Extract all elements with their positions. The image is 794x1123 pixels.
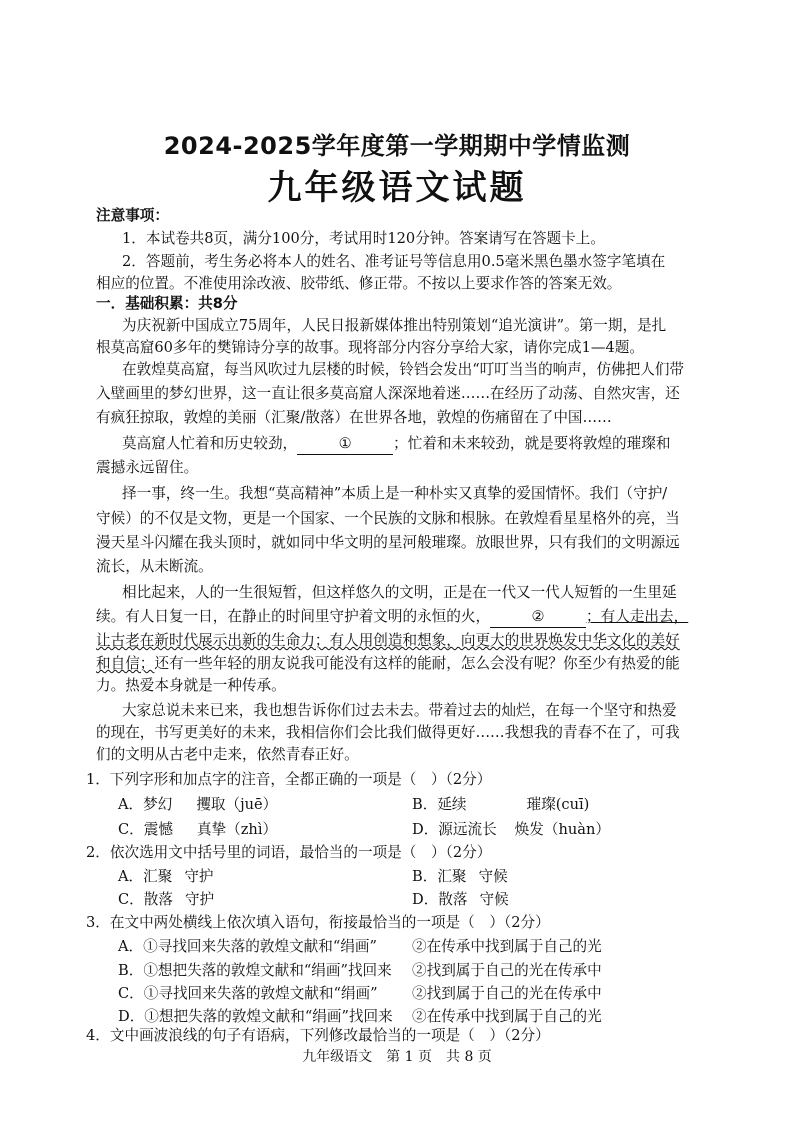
- q1-option-a: [118, 795, 277, 815]
- q3-option-b: [118, 961, 392, 981]
- option-text: 真挚（zhì）: [196, 821, 278, 838]
- q2-option-d: [412, 890, 509, 910]
- passage-line: 的现在，书写更美好的未来，我相信你们会比我们做得更好……我想我的青春不在了，可我: [96, 724, 680, 741]
- page-footer: 九年级语文 第 1 页 共 8 页: [302, 1049, 492, 1065]
- notice-item-2: 2．答题前，考生务必将本人的姓名、准考证号等信息用0.5毫米黑色墨水签字笔填在: [122, 253, 666, 270]
- passage-line: 有疯狂掠取，敦煌的美丽（汇聚/散落）在世界各地，敦煌的伤痛留在了中国……: [96, 409, 612, 426]
- option-label: A．汇聚: [118, 868, 173, 885]
- q1-option-b: [412, 795, 589, 815]
- q3-option-d: [118, 1007, 393, 1027]
- passage-line: 入壁画里的梦幻世界，这一直让很多莫高窟人深深地着迷……在经历了动荡、自然灾害，还: [96, 385, 680, 402]
- question-2-stem: 2．依次选用文中括号里的词语，最恰当的一项是（ ）（2分）: [86, 844, 492, 861]
- exam-title: 2024-2025学年度第一学期期中学情监测: [163, 132, 631, 160]
- wavy-underlined-sentence: 让古老在新时代展示出新的生命力；有人用创造和想象，向更大的世界焕发中华文化的美好: [96, 632, 680, 649]
- q2-option-a: [118, 867, 214, 887]
- question-1-stem: 1．下列字形和加点字的注音，全都正确的一项是（ ）（2分）: [86, 771, 492, 788]
- question-3-stem: 3．在文中两处横线上依次填入语句，衔接最恰当的一项是（ ）（2分）: [86, 914, 550, 931]
- wavy-underlined-sentence: 和自信；: [96, 655, 155, 672]
- option-text: D．①想把失落的敦煌文献和“绢画”找回来: [118, 1008, 393, 1025]
- intro-line: 根莫高窟60多年的樊锦诗分享的故事。现将部分内容分享给大家，请你完成1—4题。: [96, 339, 644, 356]
- q3-option-d-2: [412, 1007, 602, 1027]
- notice-heading: 注意事项：: [96, 207, 169, 224]
- passage-line: 大家总说未来已来，我也想告诉你们过去未去。带着过去的灿烂，在每一个坚守和热爱: [122, 702, 677, 719]
- passage-line: 力。热爱本身就是一种传承。: [96, 677, 286, 694]
- option-label: B．延续: [412, 796, 467, 813]
- passage-text: 莫高窟人忙着和历史较劲，: [122, 435, 298, 452]
- passage-line: 相比起来，人的一生很短暂，但这样悠久的文明，正是在一代又一代人短暂的一生里延: [122, 584, 677, 601]
- q2-option-c: [118, 890, 214, 910]
- option-text: 焕发（huàn）: [514, 821, 610, 838]
- passage-line: 流长，从未断流。: [96, 558, 213, 575]
- passage-text: ；忙着和未来较劲，就是要将敦煌的璀璨和: [393, 435, 671, 452]
- q3-option-a: [118, 937, 377, 957]
- option-text: ②找到属于自己的光在传承中: [412, 985, 602, 1002]
- passage-line: [122, 434, 716, 455]
- option-label: D．散落: [412, 891, 468, 908]
- q3-option-a-2: [412, 937, 602, 957]
- passage-line: 们的文明从古老中走来，依然青春正好。: [96, 746, 359, 763]
- q1-option-c: [118, 820, 277, 840]
- option-text: ②在传承中找到属于自己的光: [412, 938, 602, 955]
- notice-item-1: 1．本试卷共8页，满分100分，考试用时120分钟。答案请写在答题卡上。: [122, 230, 605, 247]
- option-text: B．①想把失落的敦煌文献和“绢画”找回来: [118, 962, 392, 979]
- intro-line: 为庆祝新中国成立75周年，人民日报新媒体推出特别策划“追光演讲”。第一期，是扎: [122, 317, 667, 334]
- passage-line: [96, 607, 716, 628]
- q3-option-b-2: [412, 961, 602, 981]
- option-text: ②在传承中找到属于自己的光: [412, 1008, 602, 1025]
- option-text: 璀璨(cuī): [526, 796, 590, 813]
- option-label: C．散落: [118, 891, 173, 908]
- option-text: 守候: [479, 891, 509, 908]
- notice-item-2-cont: 相应的位置。不准使用涂改液、胶带纸、修正带。不按以上要求作答的答案无效。: [96, 275, 622, 292]
- q3-option-c: [118, 984, 378, 1004]
- option-label: D．源远流长: [412, 821, 497, 838]
- option-label: A．梦幻: [118, 796, 173, 813]
- option-text: ②找到属于自己的光在传承中: [412, 962, 602, 979]
- exam-subtitle: 九年级语文试题: [267, 168, 527, 208]
- q1-option-d: [412, 820, 610, 840]
- option-text: 守护: [184, 891, 215, 908]
- passage-line: [96, 654, 716, 674]
- q2-option-b: [412, 867, 508, 887]
- underlined-sentence: ；有人走出去，: [586, 608, 689, 625]
- option-text: C．①寻找回来失落的敦煌文献和“绢画”: [118, 985, 378, 1002]
- passage-line: 择一事，终一生。我想“莫高精神”本质上是一种朴实又真挚的爱国情怀。我们（守护/: [122, 485, 668, 502]
- option-text: 攫取（juē）: [196, 796, 278, 813]
- section-heading: 一．基础积累：共8分: [96, 295, 238, 312]
- passage-line: 漫天星斗闪耀在我头顶时，就如同中华文明的星河般璀璨。放眼世界，只有我们的文明源远: [96, 534, 680, 551]
- question-4-stem: 4．文中画波浪线的句子有语病，下列修改最恰当的一项是（ ）（2分）: [86, 1027, 550, 1044]
- option-label: B．汇聚: [412, 868, 467, 885]
- option-label: C．震憾: [118, 821, 173, 838]
- fill-blank-2: ②: [490, 607, 586, 628]
- option-text: A．①寻找回来失落的敦煌文献和“绢画”: [118, 938, 377, 955]
- fill-blank-1: ①: [297, 434, 393, 455]
- passage-line: 震撼永远留住。: [96, 459, 199, 476]
- passage-text: 还有一些年轻的朋友说我可能没有这样的能耐，怎么会没有呢？你至少有热爱的能: [154, 655, 680, 672]
- option-text: 守候: [478, 868, 508, 885]
- q3-option-c-2: [412, 984, 602, 1004]
- passage-line: 守候）的不仅是文物，更是一个国家、一个民族的文脉和根脉。在敦煌看星星格外的亮，当: [96, 510, 680, 527]
- passage-text: 续。有人日复一日，在静止的时间里守护着文明的永恒的火，: [96, 608, 491, 625]
- passage-line: 在敦煌莫高窟，每当风吹过九层楼的时候，铃铛会发出“叮叮当当的响声，仿佛把人们带: [122, 361, 685, 378]
- option-text: 守护: [184, 868, 214, 885]
